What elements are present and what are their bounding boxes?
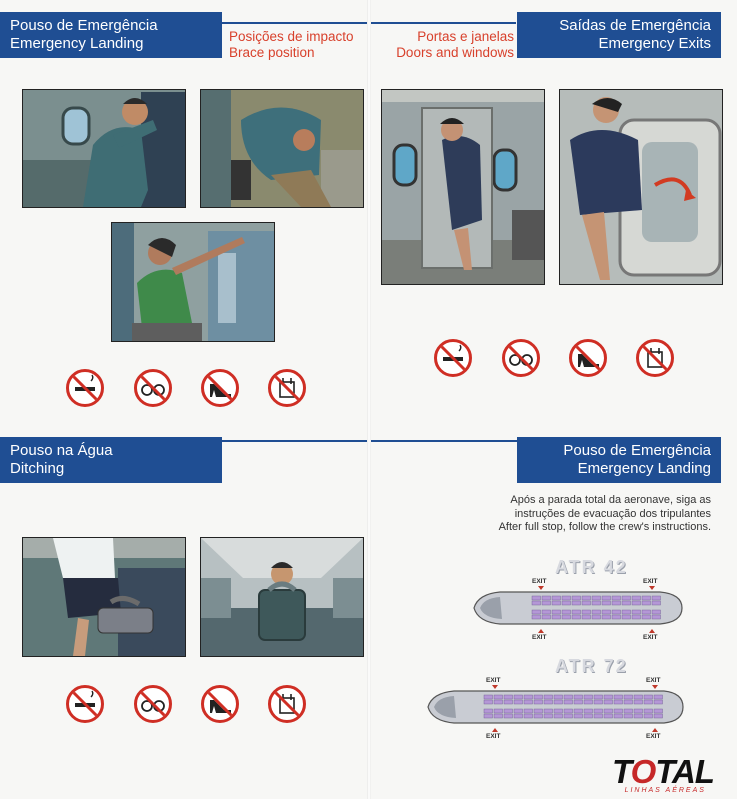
seat xyxy=(622,610,631,614)
no-high-heels-icon xyxy=(201,369,239,407)
seat xyxy=(514,714,523,718)
seat xyxy=(504,709,513,713)
seat xyxy=(552,596,561,600)
seat xyxy=(544,700,553,704)
seat xyxy=(652,596,661,600)
seat xyxy=(504,695,513,699)
seat xyxy=(632,596,641,600)
no-glasses-icon xyxy=(134,685,172,723)
seat xyxy=(542,601,551,605)
brace-illustration-2 xyxy=(200,89,364,208)
ditching-title-en: Ditching xyxy=(10,460,65,477)
seat xyxy=(614,695,623,699)
brace-illustration-1 xyxy=(22,89,186,208)
seat xyxy=(494,709,503,713)
seat xyxy=(542,610,551,614)
seat xyxy=(602,615,611,619)
seat xyxy=(552,601,561,605)
seat xyxy=(514,709,523,713)
seat xyxy=(612,596,621,600)
no-high-heels-icon xyxy=(569,339,607,377)
atr42-fuselage xyxy=(470,588,685,628)
seat xyxy=(484,714,493,718)
seat xyxy=(652,601,661,605)
seat xyxy=(504,700,513,704)
seat xyxy=(604,709,613,713)
seat xyxy=(524,700,533,704)
seat xyxy=(604,695,613,699)
seat xyxy=(534,700,543,704)
brace-position-pt: Posições de impacto xyxy=(229,29,354,44)
seat xyxy=(644,709,653,713)
seat xyxy=(652,610,661,614)
seat xyxy=(562,601,571,605)
emergency-exits-banner xyxy=(517,12,721,58)
seat xyxy=(642,610,651,614)
seat xyxy=(622,596,631,600)
prohibition-icons-brace xyxy=(66,369,306,407)
seat xyxy=(632,615,641,619)
no-smoking-icon xyxy=(66,685,104,723)
seat xyxy=(644,695,653,699)
no-smoking-icon xyxy=(434,339,472,377)
seat xyxy=(632,601,641,605)
exits-illustration xyxy=(559,89,723,285)
seat xyxy=(524,714,533,718)
seat xyxy=(544,714,553,718)
evacuation-instructions xyxy=(499,494,711,535)
emergency-landing-title-en: Emergency Landing xyxy=(10,35,144,52)
seat xyxy=(602,610,611,614)
atr42-seat-map xyxy=(470,588,685,628)
exit-arrow-icon xyxy=(538,586,544,590)
seat xyxy=(592,615,601,619)
seat xyxy=(504,714,513,718)
seat xyxy=(612,615,621,619)
atr72-exit-front-top: EXIT xyxy=(486,677,500,684)
seat xyxy=(634,714,643,718)
seat xyxy=(594,709,603,713)
evacuation-banner xyxy=(517,437,721,483)
prohibition-icons-ditching xyxy=(66,685,306,723)
seat xyxy=(644,714,653,718)
atr72-exit-rear-top: EXIT xyxy=(646,677,660,684)
atr72-fuselage xyxy=(424,687,686,727)
ditching-illustration-2 xyxy=(200,537,364,657)
seat xyxy=(554,709,563,713)
seat xyxy=(554,714,563,718)
seat xyxy=(494,695,503,699)
evacuation-title-pt: Pouso de Emergência xyxy=(563,442,711,459)
seat xyxy=(532,601,541,605)
instructions-pt-2: instruções de evacuação dos tripulantes xyxy=(514,507,711,520)
seat xyxy=(552,610,561,614)
atr42-exit-front-top: EXIT xyxy=(532,578,546,585)
seat xyxy=(564,709,573,713)
page-fold xyxy=(367,0,371,799)
atr42-exit-front-bottom: EXIT xyxy=(532,634,546,641)
seat xyxy=(562,615,571,619)
seat xyxy=(654,709,663,713)
seat xyxy=(574,714,583,718)
exit-arrow-icon xyxy=(538,629,544,633)
seat xyxy=(602,601,611,605)
no-sharp-objects-icon xyxy=(268,369,306,407)
seat xyxy=(654,714,663,718)
seat xyxy=(494,700,503,704)
seat xyxy=(604,700,613,704)
seat xyxy=(654,700,663,704)
seat xyxy=(642,596,651,600)
no-glasses-icon xyxy=(502,339,540,377)
instructions-en: After full stop, follow the crew's instructions. xyxy=(498,521,711,533)
seat xyxy=(582,610,591,614)
seat xyxy=(634,709,643,713)
seat xyxy=(564,700,573,704)
seat xyxy=(624,700,633,704)
exit-arrow-icon xyxy=(649,629,655,633)
atr42-exit-rear-top: EXIT xyxy=(643,578,657,585)
seat xyxy=(572,610,581,614)
seat xyxy=(582,601,591,605)
seat xyxy=(544,695,553,699)
seat xyxy=(592,610,601,614)
seat xyxy=(584,695,593,699)
instructions-pt-1: Após a parada total da aeronave, siga as xyxy=(510,494,711,506)
no-sharp-objects-icon xyxy=(636,339,674,377)
no-glasses-icon xyxy=(134,369,172,407)
seat xyxy=(582,596,591,600)
brace-position-en: Brace position xyxy=(229,45,315,60)
seat xyxy=(584,714,593,718)
ditching-illustration-1 xyxy=(22,537,186,657)
seat xyxy=(534,695,543,699)
seat xyxy=(532,596,541,600)
brace-illustration-3 xyxy=(111,222,275,342)
evacuation-rule xyxy=(371,440,517,442)
seat xyxy=(542,615,551,619)
atr72-seat-map xyxy=(424,687,686,727)
atr42-title: ATR 42 xyxy=(555,557,628,577)
seat xyxy=(614,714,623,718)
seat xyxy=(654,695,663,699)
seat xyxy=(612,610,621,614)
seat xyxy=(564,695,573,699)
emergency-landing-banner xyxy=(0,12,222,58)
atr72-title: ATR 72 xyxy=(555,656,628,676)
seat xyxy=(592,601,601,605)
seat xyxy=(574,700,583,704)
seat xyxy=(572,596,581,600)
seat xyxy=(634,695,643,699)
seat xyxy=(622,615,631,619)
doors-windows-label xyxy=(380,29,514,61)
seat xyxy=(594,700,603,704)
header-rule-right xyxy=(371,22,516,24)
seat xyxy=(494,714,503,718)
seat xyxy=(542,596,551,600)
exit-arrow-icon xyxy=(652,728,658,732)
seat xyxy=(534,709,543,713)
no-sharp-objects-icon xyxy=(268,685,306,723)
seat xyxy=(612,601,621,605)
seat xyxy=(514,695,523,699)
seat xyxy=(574,695,583,699)
ditching-title-pt: Pouso na Água xyxy=(10,442,113,459)
exit-arrow-icon xyxy=(492,685,498,689)
seat xyxy=(602,596,611,600)
seat xyxy=(484,695,493,699)
prohibition-icons-exits xyxy=(434,339,674,377)
logo-tagline: LINHAS AÉREAS xyxy=(624,787,706,794)
seat xyxy=(582,615,591,619)
emergency-exits-title-pt: Saídas de Emergência xyxy=(559,17,711,34)
seat xyxy=(572,615,581,619)
seat xyxy=(514,700,523,704)
emergency-landing-title-pt: Pouso de Emergência xyxy=(10,17,158,34)
seat xyxy=(574,709,583,713)
seat xyxy=(584,709,593,713)
seat xyxy=(552,615,561,619)
seat xyxy=(594,714,603,718)
seat xyxy=(544,709,553,713)
seat xyxy=(584,700,593,704)
seat xyxy=(624,714,633,718)
seat xyxy=(642,601,651,605)
exit-arrow-icon xyxy=(652,685,658,689)
seat xyxy=(562,610,571,614)
seat xyxy=(622,601,631,605)
seat xyxy=(644,700,653,704)
seat xyxy=(642,615,651,619)
seat xyxy=(624,695,633,699)
seat xyxy=(524,709,533,713)
seat xyxy=(484,700,493,704)
ditching-banner xyxy=(0,437,222,483)
doors-windows-en: Doors and windows xyxy=(396,45,514,60)
seat xyxy=(614,709,623,713)
logo-wordmark: TOTAL xyxy=(612,753,714,790)
seat xyxy=(554,695,563,699)
seat xyxy=(572,601,581,605)
atr72-exit-rear-bottom: EXIT xyxy=(646,733,660,740)
seat xyxy=(532,615,541,619)
seat xyxy=(632,610,641,614)
exit-arrow-icon xyxy=(492,728,498,732)
evacuation-title-en: Emergency Landing xyxy=(577,460,711,477)
seat xyxy=(564,714,573,718)
total-logo xyxy=(612,755,714,794)
seat xyxy=(592,596,601,600)
emergency-exits-title-en: Emergency Exits xyxy=(598,35,711,52)
no-smoking-icon xyxy=(66,369,104,407)
seat xyxy=(604,714,613,718)
seat xyxy=(532,610,541,614)
seat xyxy=(624,709,633,713)
seat xyxy=(652,615,661,619)
exit-arrow-icon xyxy=(649,586,655,590)
brace-position-label xyxy=(229,29,354,61)
header-rule xyxy=(222,22,367,24)
seat xyxy=(594,695,603,699)
seat xyxy=(524,695,533,699)
seat xyxy=(534,714,543,718)
doors-windows-pt: Portas e janelas xyxy=(417,29,514,44)
atr72-exit-front-bottom: EXIT xyxy=(486,733,500,740)
ditching-rule xyxy=(222,440,367,442)
seat xyxy=(562,596,571,600)
seat xyxy=(634,700,643,704)
seat xyxy=(484,709,493,713)
seat xyxy=(614,700,623,704)
seat xyxy=(554,700,563,704)
no-high-heels-icon xyxy=(201,685,239,723)
atr42-exit-rear-bottom: EXIT xyxy=(643,634,657,641)
doors-illustration xyxy=(381,89,545,285)
